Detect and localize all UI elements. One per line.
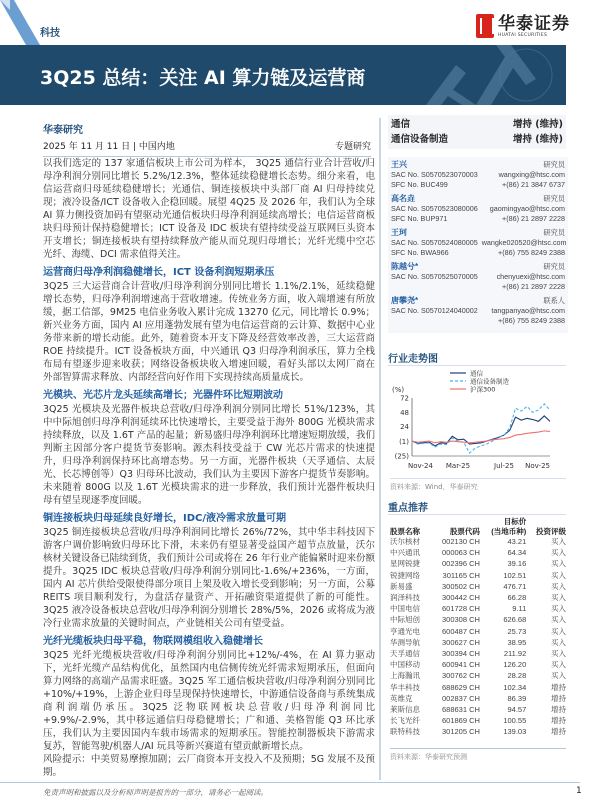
analyst-card — [391, 160, 565, 190]
logo-subtext: HUATAI SECURITIES — [498, 32, 548, 38]
analyst-name: 王珂 — [391, 228, 407, 237]
table-row — [390, 659, 566, 670]
legend-label: 通信设备制造 — [470, 377, 509, 386]
investment-rating: 买入 — [551, 559, 566, 569]
table-row — [390, 581, 566, 592]
col-name: 股票名称 — [390, 526, 420, 536]
y-tick-label: 72 — [400, 394, 409, 403]
target-price: 102.34 — [503, 682, 527, 692]
target-price: 100.55 — [503, 716, 527, 726]
table-row — [390, 726, 566, 737]
target-price: 139.03 — [503, 727, 527, 737]
section-paragraph: 3Q25 光纤光缆板块营收/归母净利润分别同比+12%/-4%，在 AI 算力驱动下，光纤光缆产品结构优化，虽然国内电信侧传统光纤需求短期承压，但面向算力网络的高端产品需求旺盛。3Q25 军工通信板块营收/归母净利润分别同比+10%/+19%，上游企业归母呈现保持快速增长，中游通信设备商与系统集成商利润端仍承压。3Q25 泛物联网板块总营收/归母净利润同比+9.9%/-2.9%，其中移远通信归母稳健增长；广和通、美格智能 Q3 环比承压，我们认为主要因国内车载市场需求的短期承压。智能控制器板块下游需求复苏，智能驾驶/机器人/AI 玩具等新兴赛道有望贡献新增长点。 — [43, 650, 375, 752]
analyst-phone: +(86) 755 8249 2388 — [498, 316, 565, 325]
analyst-role: 研究员 — [543, 194, 565, 203]
investment-rating: 增持 — [551, 716, 566, 726]
analyst-card — [391, 228, 565, 258]
stock-name: 中国电信 — [390, 604, 420, 614]
investment-rating: 买入 — [551, 593, 566, 603]
table-row — [390, 637, 566, 648]
table-row — [390, 603, 566, 614]
col-rating: 投资评级 — [536, 526, 566, 536]
table-row — [390, 704, 566, 715]
section-paragraph: 3Q25 铜连接板块总营收/归母净利润同比增长 26%/72%，其中华丰科技因下游客户调价影响致归母环比下滑，未来仍有望显著受益国产超节点放量，沃尔核材关键设备已陆续到货，我们预计公司或将在 26 年行业产能偏紧时迎来份额提升。3Q25 IDC 板块总营收/归母净利润分别同比-1.6%/+236%，一方面，国内 AI 芯片供给受限使得部分项目上架及收入增长受到影响；另一方面，公募 REITS 项目顺利发行，为盘活存量资产、开拓融资渠道提供了新的可能性。3Q25 液冷设备板块总营收/归母净利润分别增长 28%/5%，2026 或将成为液冷行业需求放量的关键时间点，产业链相关公司有望受益。 — [43, 527, 375, 629]
stock-name: 上海瀚讯 — [390, 671, 420, 681]
col-code: 股票代码 — [449, 526, 480, 536]
investment-rating: 买入 — [551, 604, 566, 614]
target-price: 38.95 — [507, 637, 527, 647]
stock-name: 中兴通讯 — [390, 548, 420, 558]
investment-rating: 买入 — [551, 570, 566, 580]
column-divider — [379, 118, 381, 780]
col-currency: (当地币种) — [491, 526, 527, 536]
investment-rating: 增持 — [551, 704, 566, 714]
stock-name: 中际旭创 — [390, 615, 420, 625]
rating-sector: 通信 — [391, 119, 411, 130]
stock-name: 润泽科技 — [390, 593, 420, 603]
analyst-role: 研究员 — [543, 160, 565, 169]
investment-rating: 买入 — [551, 615, 566, 625]
analyst-email[interactable]: tangpanyao@htsc.com — [491, 306, 565, 315]
col-target: 目标价 — [503, 517, 527, 526]
table-row — [390, 536, 566, 547]
date-line — [43, 139, 371, 157]
target-price: 94.57 — [507, 704, 527, 714]
logo-mark-icon — [476, 14, 494, 38]
target-price: 64.34 — [507, 548, 527, 558]
target-price: 43.21 — [507, 537, 527, 547]
investment-rating: 买入 — [551, 637, 566, 647]
risk-warning: 风险提示：中美贸易摩擦加剧；云厂商资本开支投入不及预期；5G 发展不及预期。 — [43, 754, 375, 778]
rating-value: 增持 (维持) — [513, 119, 563, 130]
stock-code: 300394 CH — [441, 648, 480, 658]
legend-label: 通信 — [470, 369, 483, 378]
stock-name: 莱斯信息 — [390, 704, 420, 714]
footer-rule — [0, 782, 580, 783]
recommend-title: 重点推荐 — [388, 499, 566, 515]
industry-trend-chart — [388, 368, 566, 476]
analyst-sac: SAC No. S0570523080006 — [391, 204, 478, 213]
table-row — [390, 648, 566, 659]
title-banner — [0, 45, 566, 105]
investment-rating: 买入 — [551, 581, 566, 591]
target-price: 126.20 — [503, 660, 527, 670]
stock-name: 沃尔核材 — [390, 537, 420, 547]
analyst-name: 王兴 — [391, 160, 407, 169]
investment-rating: 买入 — [551, 671, 566, 681]
report-title: 3Q25 总结：关注 AI 算力链及运营商 — [40, 67, 366, 89]
analyst-name: 陈越兮* — [391, 262, 419, 271]
analyst-sac: SAC No. S0570124040002 — [391, 306, 478, 315]
stock-name: 英维克 — [390, 693, 413, 703]
y-tick-label: (25) — [394, 452, 409, 461]
analyst-phone: +(86) 755 8249 2388 — [498, 248, 565, 257]
legend-label: 沪深300 — [470, 385, 496, 394]
analyst-name: 唐攀尧* — [391, 296, 419, 305]
banner-decoration — [366, 45, 566, 105]
analyst-role: 研究员 — [543, 228, 565, 237]
stock-code: 300762 CH — [441, 671, 480, 681]
series-line — [412, 404, 550, 453]
stock-name: 锐捷网络 — [390, 570, 420, 580]
analyst-sac: SAC No. S0570523070003 — [391, 170, 478, 179]
analyst-email[interactable]: wangxing@htsc.com — [498, 170, 565, 179]
stock-code: 601728 CH — [441, 604, 480, 614]
table-source: 资料来源：华泰研究预测 — [390, 748, 566, 762]
table-row — [390, 592, 566, 603]
x-tick-label: Nov-25 — [525, 462, 550, 470]
stock-code: 600487 CH — [441, 626, 480, 636]
table-row — [390, 715, 566, 726]
section-paragraph: 3Q25 三大运营商合计营收/归母净利润分别同比增长 1.1%/2.1%，延续稳健增长态势，归母净利润增速高于营收增速。传统业务方面，收入端增速有所放缓，据工信部，9M25 电信业务收入累计完成 13270 亿元，同比增长 0.9%；新兴业务方面，国内 AI 应用蓬勃发展有望为电信运营商的云计算、数据中心业务带来新的增长动能。此外，随着资本开支下降及经营效率改善，三大运营商 ROE 持续提升。ICT 设备板块方面，中兴通讯 Q3 归母净利润承压，算力全栈布局有望逐步迎来收获；网络设备板块收入增速回暖，看好头部以太网厂商在外部智算需求释放、内部经营向好作用下实现持续高质量成长。 — [43, 281, 375, 383]
recommend-table — [390, 516, 566, 737]
target-price: 626.68 — [503, 615, 527, 625]
analyst-role: 联系人 — [543, 296, 565, 305]
table-row — [390, 614, 566, 625]
chart-title: 行业走势图 — [388, 350, 566, 366]
y-tick-label: 48 — [400, 408, 409, 417]
stock-code: 000063 CH — [441, 548, 480, 558]
y-tick-label: (1) — [399, 438, 409, 447]
stock-code: 300442 CH — [441, 593, 480, 603]
target-price: 211.92 — [503, 648, 527, 658]
investment-rating: 买入 — [551, 626, 566, 636]
investment-rating: 增持 — [551, 682, 566, 692]
table-row — [390, 558, 566, 569]
analyst-email[interactable]: gaomingyao@htsc.com — [489, 204, 565, 213]
analyst-sfc: SFC No. BUP971 — [391, 214, 448, 223]
stock-code: 688629 CH — [441, 682, 480, 692]
stock-code: 002130 CH — [441, 537, 480, 547]
rating-row — [391, 132, 563, 147]
corner-decoration — [0, 0, 40, 45]
stock-name: 新易盛 — [390, 581, 413, 591]
rating-value: 增持 (维持) — [513, 134, 563, 145]
disclaimer: 免责声明和披露以及分析师声明是报告的一部分，请务必一起阅读。 — [43, 788, 268, 797]
analyst-phone: +(86) 21 2897 2228 — [502, 282, 565, 291]
analyst-sfc: SFC No. BUC499 — [391, 180, 448, 189]
stock-code: 600941 CH — [441, 660, 480, 670]
stock-name: 长飞光纤 — [390, 716, 420, 726]
target-price: 476.71 — [503, 581, 527, 591]
stock-code: 002396 CH — [441, 559, 480, 569]
section-heading: 光模块、光芯片龙头延续高增长；光器件环比短期波动 — [43, 390, 283, 401]
investment-rating: 买入 — [551, 660, 566, 670]
target-price: 25.73 — [507, 626, 527, 636]
report-body — [43, 157, 375, 779]
stock-code: 301165 CH — [442, 570, 480, 580]
stock-name: 亨通光电 — [390, 626, 420, 636]
table-row — [390, 570, 566, 581]
target-price: 86.39 — [507, 693, 527, 703]
series-line — [412, 431, 550, 443]
rating-row — [391, 117, 563, 132]
section-heading: 铜连接板块归母延续良好增长，IDC/液冷需求放量可期 — [43, 513, 287, 524]
report-type: 专题研究 — [334, 142, 371, 152]
stock-name: 华测导航 — [390, 637, 420, 647]
analyst-phone: +(86) 21 2897 2228 — [502, 214, 565, 223]
x-tick-label: Nov-24 — [408, 462, 433, 470]
section-heading: 光纤光缆板块归母平稳，物联网模组收入稳健增长 — [43, 636, 263, 647]
report-date: 2025 年 11 月 11 日 | 中国内地 — [43, 142, 175, 152]
chart-source: 资料来源：Wind，华泰研究 — [390, 478, 566, 492]
target-price: 102.51 — [503, 570, 527, 580]
logo-text: 华泰证券 — [498, 13, 570, 34]
rating-box — [388, 115, 566, 149]
y-tick-label: 24 — [400, 423, 409, 432]
table-row — [390, 670, 566, 681]
stock-code: 300502 CH — [441, 581, 480, 591]
target-price: 28.28 — [507, 671, 527, 681]
analyst-name: 高名垚 — [391, 194, 415, 203]
stock-name: 星网锐捷 — [390, 559, 420, 569]
analyst-phone: +(86) 21 3847 6737 — [502, 180, 565, 189]
investment-rating: 买入 — [551, 648, 566, 658]
table-row — [390, 626, 566, 637]
analyst-card — [391, 262, 565, 292]
stock-name: 中国移动 — [390, 660, 420, 670]
analyst-role: 研究员 — [543, 262, 565, 271]
stock-name: 联特科技 — [390, 727, 420, 737]
institute-label: 华泰研究 — [43, 125, 83, 136]
stock-code: 688631 CH — [441, 704, 480, 714]
investment-rating: 买入 — [551, 537, 566, 547]
x-tick-label: Jul-25 — [494, 462, 514, 470]
rating-sector: 通信设备制造 — [391, 134, 449, 145]
analyst-sfc: SFC No. BWA966 — [391, 248, 449, 257]
analyst-sac: SAC No. S0570524080005 — [391, 238, 478, 247]
stock-code: 300627 CH — [441, 637, 480, 647]
stock-name: 天孚通信 — [390, 648, 420, 658]
investment-rating: 买入 — [551, 548, 566, 558]
target-price: 9.11 — [512, 604, 527, 614]
table-row — [390, 693, 566, 704]
analyst-email[interactable]: wangke020520@htsc.com — [481, 238, 567, 247]
target-price: 39.16 — [507, 559, 527, 569]
section-heading: 运营商归母净利润稳健增长，ICT 设备利润短期承压 — [43, 267, 275, 278]
analyst-email[interactable]: chenyuexi@htsc.com — [496, 272, 565, 281]
analyst-card — [391, 296, 565, 326]
stock-code: 002837 CH — [441, 693, 480, 703]
analyst-list — [388, 157, 568, 333]
table-row — [390, 681, 566, 692]
intro-paragraph: 以我们选定的 137 家通信板块上市公司为样本， 3Q25 通信行业合计营收/归母净利润分别同比增长 5.2%/12.3%，整体延续稳健增长态势。细分来看，电信运营商归母延续稳健增长；光通信、铜连接板块中头部厂商 AI 归母持续兑现；液冷设备/ICT 设备收入企稳回暖。展望 4Q25 及 2026 年，我们认为全球 AI 算力侧投资加码有望驱动光通信板块归母净利润延续高增长；电信运营商板块归母预计保持稳健增长；ICT 设备及 IDC 板块有望持续受益互联网巨头资本开支增长；铜连接板块有望持续释放产能从而兑现归母增长；光纤光缆中空芯光纤、海缆、DCI 需求值得关注。 — [43, 158, 375, 260]
target-price: 66.28 — [507, 593, 527, 603]
analyst-sac: SAC No. S0570525070005 — [391, 272, 478, 281]
stock-name: 华丰科技 — [390, 682, 420, 692]
analyst-card — [391, 194, 565, 224]
stock-code: 601869 CH — [441, 716, 480, 726]
table-row — [390, 547, 566, 558]
section-paragraph: 3Q25 光模块及光器件板块总营收/归母净利润分别同比增长 51%/123%，其中中际旭创归母净利润延续环比快速增长，主要受益于海外 800G 光模块需求持续释放，以及 1.6T 产品的起量；新易盛归母净利润环比增速短期放缓，我们判断主因部分客户提货节奏影响。源杰科技受益于 CW 光芯片需求的快速提升，归母净利润保持环比高增态势。另一方面，光器件板块（天孚通信、太辰光、长芯博创等）Q3 归母环比波动，我们认为主要因下游客户提货节奏影响。未来随着 800G 以及 1.6T 光模块需求的进一步释放，我们预计光器件板块归母有望呈现逐季度回暖。 — [43, 404, 375, 506]
page-number: 1 — [576, 786, 582, 796]
stock-code: 300308 CH — [441, 615, 480, 625]
investment-rating: 增持 — [551, 693, 566, 703]
investment-rating: 增持 — [551, 727, 566, 737]
y-axis-label: (%) — [392, 386, 405, 394]
sector-label: 科技 — [40, 28, 60, 39]
x-tick-label: Mar-25 — [445, 462, 471, 470]
company-logo — [476, 14, 570, 38]
stock-code: 301205 CH — [441, 727, 480, 737]
